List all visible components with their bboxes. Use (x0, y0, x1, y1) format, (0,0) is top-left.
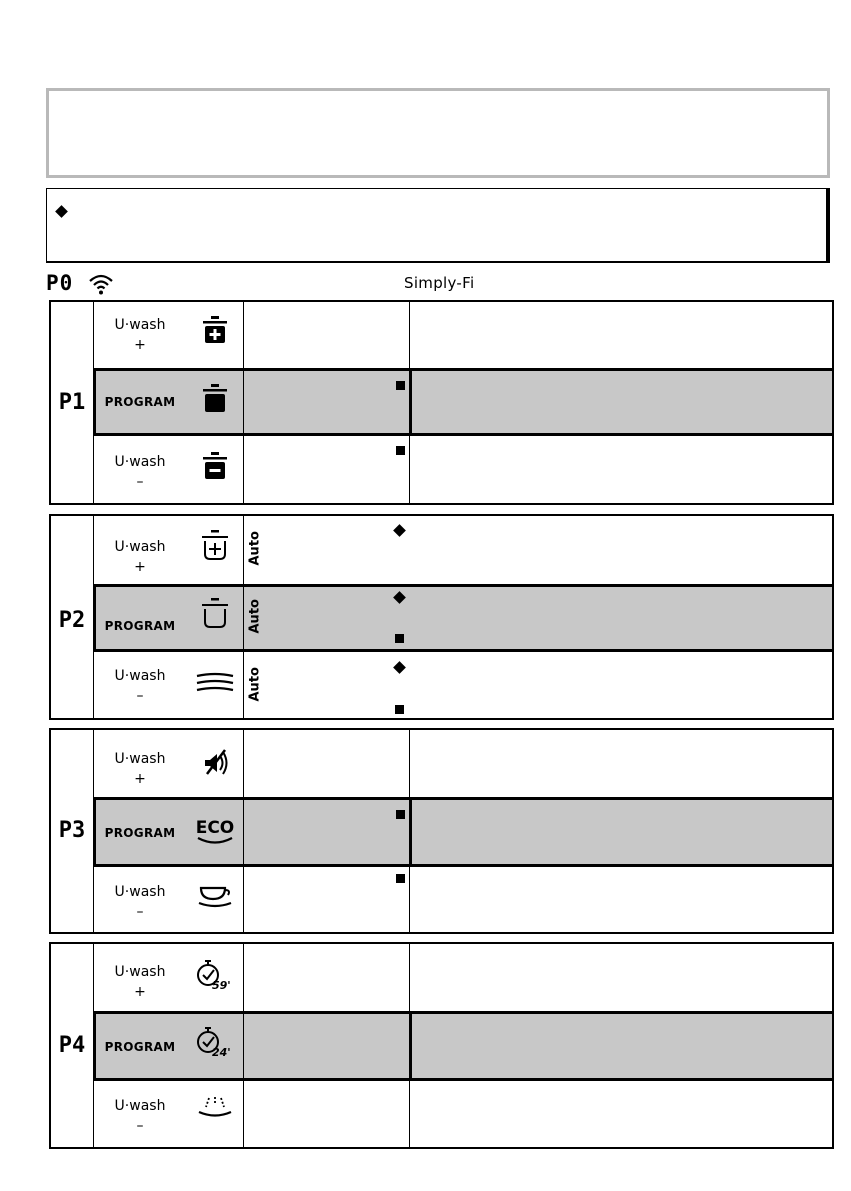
option-row[interactable] (93, 730, 832, 797)
auto-label: Auto (247, 599, 263, 634)
uwash-minus-label: U·wash – (114, 454, 166, 490)
pot-plus-icon (187, 302, 243, 368)
program-group-p4 (49, 942, 834, 1149)
pot-outline-plus-icon (187, 516, 243, 582)
square-marker-icon (395, 634, 404, 643)
option-row[interactable] (93, 867, 832, 934)
svg-text:59': 59' (212, 979, 231, 992)
option-row-selected[interactable] (93, 797, 832, 867)
option-row-selected[interactable] (93, 1011, 832, 1081)
waves-icon (187, 652, 243, 718)
square-marker-icon (396, 810, 405, 819)
diamond-marker-icon (393, 661, 406, 674)
group-label: P3 (58, 818, 86, 843)
option-row[interactable] (93, 1081, 832, 1149)
spray-icon (187, 1081, 243, 1147)
program-label: PROGRAM (104, 619, 176, 633)
p0-label: P0 (46, 271, 74, 295)
pot-minus-icon (187, 436, 243, 502)
diamond-marker-icon (393, 524, 406, 537)
option-row-selected[interactable] (93, 584, 832, 652)
pot-icon (187, 368, 243, 434)
program-group-p1 (49, 300, 834, 505)
svg-text:24': 24' (212, 1046, 231, 1059)
uwash-minus-label: U·wash – (114, 1098, 166, 1134)
program-group-p3 (49, 728, 834, 934)
svg-text:ECO: ECO (195, 818, 235, 838)
diamond-marker-icon (55, 205, 68, 218)
p0-row (46, 273, 806, 295)
pot-outline-icon (187, 584, 243, 650)
silent-icon (187, 730, 243, 796)
option-row-selected[interactable] (93, 368, 832, 436)
uwash-plus-label: U·wash + (114, 539, 166, 575)
square-marker-icon (395, 705, 404, 714)
square-marker-icon (396, 874, 405, 883)
option-row[interactable] (93, 436, 832, 505)
option-row[interactable] (93, 944, 832, 1011)
uwash-minus-label: U·wash – (114, 668, 166, 704)
uwash-plus-label: U·wash + (114, 964, 166, 1000)
auto-label: Auto (247, 667, 263, 702)
cup-icon (187, 867, 243, 933)
program-label: PROGRAM (104, 1040, 176, 1054)
program-label: PROGRAM (104, 826, 176, 840)
square-marker-icon (396, 446, 405, 455)
notice-box-gray (46, 88, 830, 178)
uwash-minus-label: U·wash – (114, 884, 166, 920)
square-marker-icon (396, 381, 405, 390)
option-row[interactable] (93, 652, 832, 720)
uwash-plus-label: U·wash + (114, 317, 166, 353)
uwash-plus-label: U·wash + (114, 751, 166, 787)
timer-24-icon (187, 1011, 243, 1077)
group-label: P2 (58, 608, 86, 633)
notice-box-black (46, 188, 830, 263)
program-group-p2 (49, 514, 834, 720)
wifi-icon (88, 273, 114, 295)
timer-59-icon (187, 944, 243, 1010)
auto-label: Auto (247, 531, 263, 566)
group-label: P4 (58, 1033, 86, 1058)
group-label: P1 (58, 390, 86, 415)
p0-program-name: Simply-Fi (404, 274, 475, 292)
diamond-marker-icon (393, 591, 406, 604)
option-row[interactable] (93, 516, 832, 584)
eco-icon (187, 797, 243, 863)
option-row[interactable] (93, 302, 832, 368)
program-label: PROGRAM (104, 395, 176, 409)
